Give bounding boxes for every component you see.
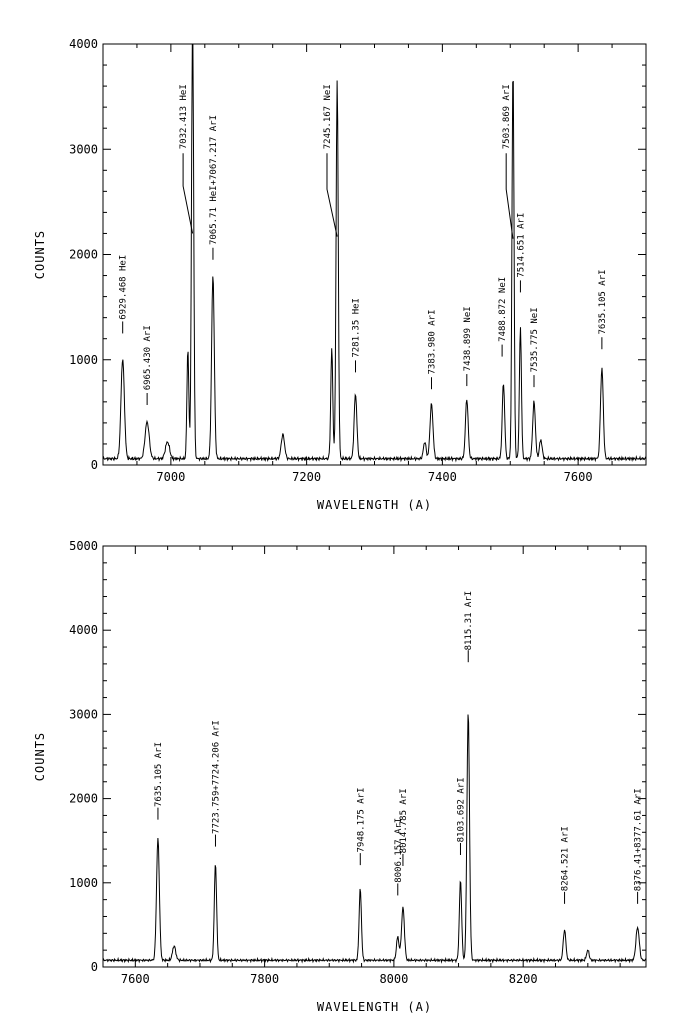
top-line-id-label: 6965.430 ArI <box>143 325 154 391</box>
top-line-id-label: 7065.71 HeI+7067.217 ArI <box>208 114 219 246</box>
bottom-line-id-label: 8006.157 ArI <box>393 817 404 883</box>
bottom-spectrum-panel <box>33 539 646 1014</box>
bottom-x-tick-label: 8000 <box>379 972 409 986</box>
bottom-line-id-label: 8376.41+8377.61 ArI <box>633 788 644 892</box>
top-line-id-label: 7245.167 NeI <box>322 84 333 150</box>
top-line-id-label: 7281.35 HeI <box>351 298 362 358</box>
bottom-y-tick-label: 4000 <box>69 623 98 638</box>
top-x-tick-label: 7200 <box>292 470 322 484</box>
bottom-line-id-label: 7635.105 ArI <box>153 741 164 808</box>
bottom-y-tick-label: 2000 <box>69 791 98 806</box>
top-line-id-label: 7535.775 NeI <box>530 307 541 373</box>
top-y-axis-label: COUNTS <box>33 229 47 280</box>
top-y-tick-label: 2000 <box>69 247 98 262</box>
bottom-line-id-label: 8264.521 ArI <box>560 826 571 892</box>
bottom-line-id-label: 7948.175 ArI <box>356 787 367 853</box>
top-x-tick-label: 7600 <box>563 470 593 484</box>
top-line-id-label: 7438.899 NeI <box>462 306 473 372</box>
top-y-tick-label: 4000 <box>69 37 98 51</box>
bottom-y-tick-label: 1000 <box>69 875 98 890</box>
bottom-y-tick-label: 3000 <box>69 707 98 722</box>
top-axis-ticks <box>69 37 646 484</box>
top-line-id-label: 7503.869 ArI <box>502 84 513 150</box>
top-line-id-label: 7383.980 ArI <box>427 309 438 375</box>
top-line-id-label: 7635.105 ArI <box>597 269 608 335</box>
bottom-line-identifications <box>154 591 644 904</box>
top-y-tick-label: 1000 <box>69 352 98 367</box>
top-x-axis-label: WAVELENGTH (A) <box>316 498 433 512</box>
top-line-id-label: 7514.651 ArI <box>516 212 527 278</box>
bottom-x-tick-label: 7800 <box>250 972 280 986</box>
top-x-tick-label: 7400 <box>427 470 457 484</box>
bottom-line-id-label: 8115.31 ArI <box>464 590 475 651</box>
top-x-tick-label: 7000 <box>156 470 186 484</box>
bottom-x-axis-label: WAVELENGTH (A) <box>316 1000 433 1014</box>
bottom-y-tick-label: 0 <box>90 960 98 974</box>
bottom-x-tick-label: 8200 <box>508 972 538 986</box>
bottom-line-id-label: 7723.759+7724.206 ArI <box>211 720 222 834</box>
top-line-id-label: 7032.413 HeI <box>179 84 190 150</box>
top-line-id-label: 6929.468 HeI <box>118 254 129 320</box>
top-spectrum-panel <box>33 37 646 512</box>
bottom-y-axis-label: COUNTS <box>33 731 47 782</box>
top-y-tick-label: 0 <box>90 458 98 472</box>
bottom-line-id-label: 8014.785 ArI <box>398 788 409 854</box>
bottom-x-tick-label: 7600 <box>120 972 150 986</box>
top-y-tick-label: 3000 <box>69 142 98 157</box>
bottom-line-id-label: 8103.692 ArI <box>456 777 467 843</box>
top-line-id-label: 7488.872 NeI <box>498 276 509 342</box>
bottom-y-tick-label: 5000 <box>69 539 98 553</box>
